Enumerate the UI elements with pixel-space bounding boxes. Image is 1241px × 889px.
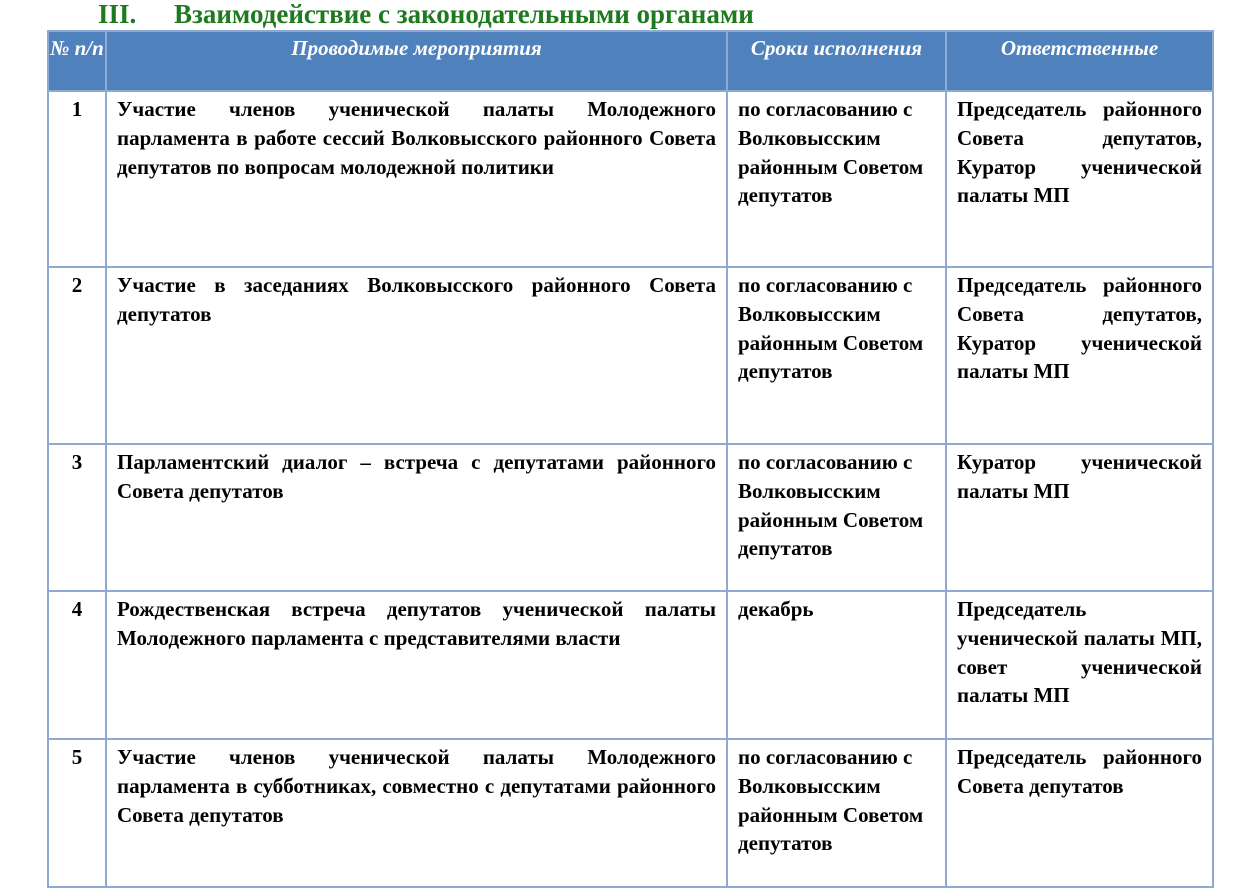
table-row bbox=[48, 267, 1213, 444]
row-activity: Участие в заседаниях Волковысского районного Совета депутатов bbox=[106, 267, 727, 444]
header-responsible: Ответственные bbox=[946, 31, 1213, 91]
row-responsible: Председатель районного Совета депутатов, Куратор ученической палаты МП bbox=[946, 267, 1213, 444]
row-deadline: по согласованию с Волковысским районным Советом депутатов bbox=[727, 91, 946, 267]
row-responsible: Председатель районного Совета депутатов bbox=[946, 739, 1213, 887]
row-number: 4 bbox=[48, 591, 106, 739]
row-activity: Рождественская встреча депутатов ученической палаты Молодежного парламента с представителями власти bbox=[106, 591, 727, 739]
row-responsible: Председатель ученической палаты МП, совет ученической палаты МП bbox=[946, 591, 1213, 739]
row-deadline: по согласованию с Волковысским районным Советом депутатов bbox=[727, 444, 946, 591]
row-deadline: декабрь bbox=[727, 591, 946, 739]
header-activity: Проводимые мероприятия bbox=[106, 31, 727, 91]
row-number: 2 bbox=[48, 267, 106, 444]
table-row bbox=[48, 91, 1213, 267]
row-deadline: по согласованию с Волковысским районным Советом депутатов bbox=[727, 739, 946, 887]
row-activity: Парламентский диалог – встреча с депутатами районного Совета депутатов bbox=[106, 444, 727, 591]
row-number: 1 bbox=[48, 91, 106, 267]
events-table bbox=[47, 30, 1214, 888]
section-number: III. bbox=[98, 0, 137, 29]
table-row bbox=[48, 591, 1213, 739]
header-number: № п/п bbox=[48, 31, 106, 91]
row-number: 3 bbox=[48, 444, 106, 591]
row-activity: Участие членов ученической палаты Молодежного парламента в работе сессий Волковысского районного Совета депутатов по вопросам молодежной политики bbox=[106, 91, 727, 267]
row-responsible: Куратор ученической палаты МП bbox=[946, 444, 1213, 591]
section-heading bbox=[98, 0, 754, 30]
row-responsible: Председатель районного Совета депутатов, Куратор ученической палаты МП bbox=[946, 91, 1213, 267]
table-row bbox=[48, 444, 1213, 591]
row-activity: Участие членов ученической палаты Молодежного парламента в субботниках, совместно с депутатами районного Совета депутатов bbox=[106, 739, 727, 887]
row-deadline: по согласованию с Волковысским районным Советом депутатов bbox=[727, 267, 946, 444]
section-title: Взаимодействие с законодательными органами bbox=[174, 0, 754, 29]
table-header-row bbox=[48, 31, 1213, 91]
row-number: 5 bbox=[48, 739, 106, 887]
header-deadline: Сроки исполнения bbox=[727, 31, 946, 91]
table-row bbox=[48, 739, 1213, 887]
